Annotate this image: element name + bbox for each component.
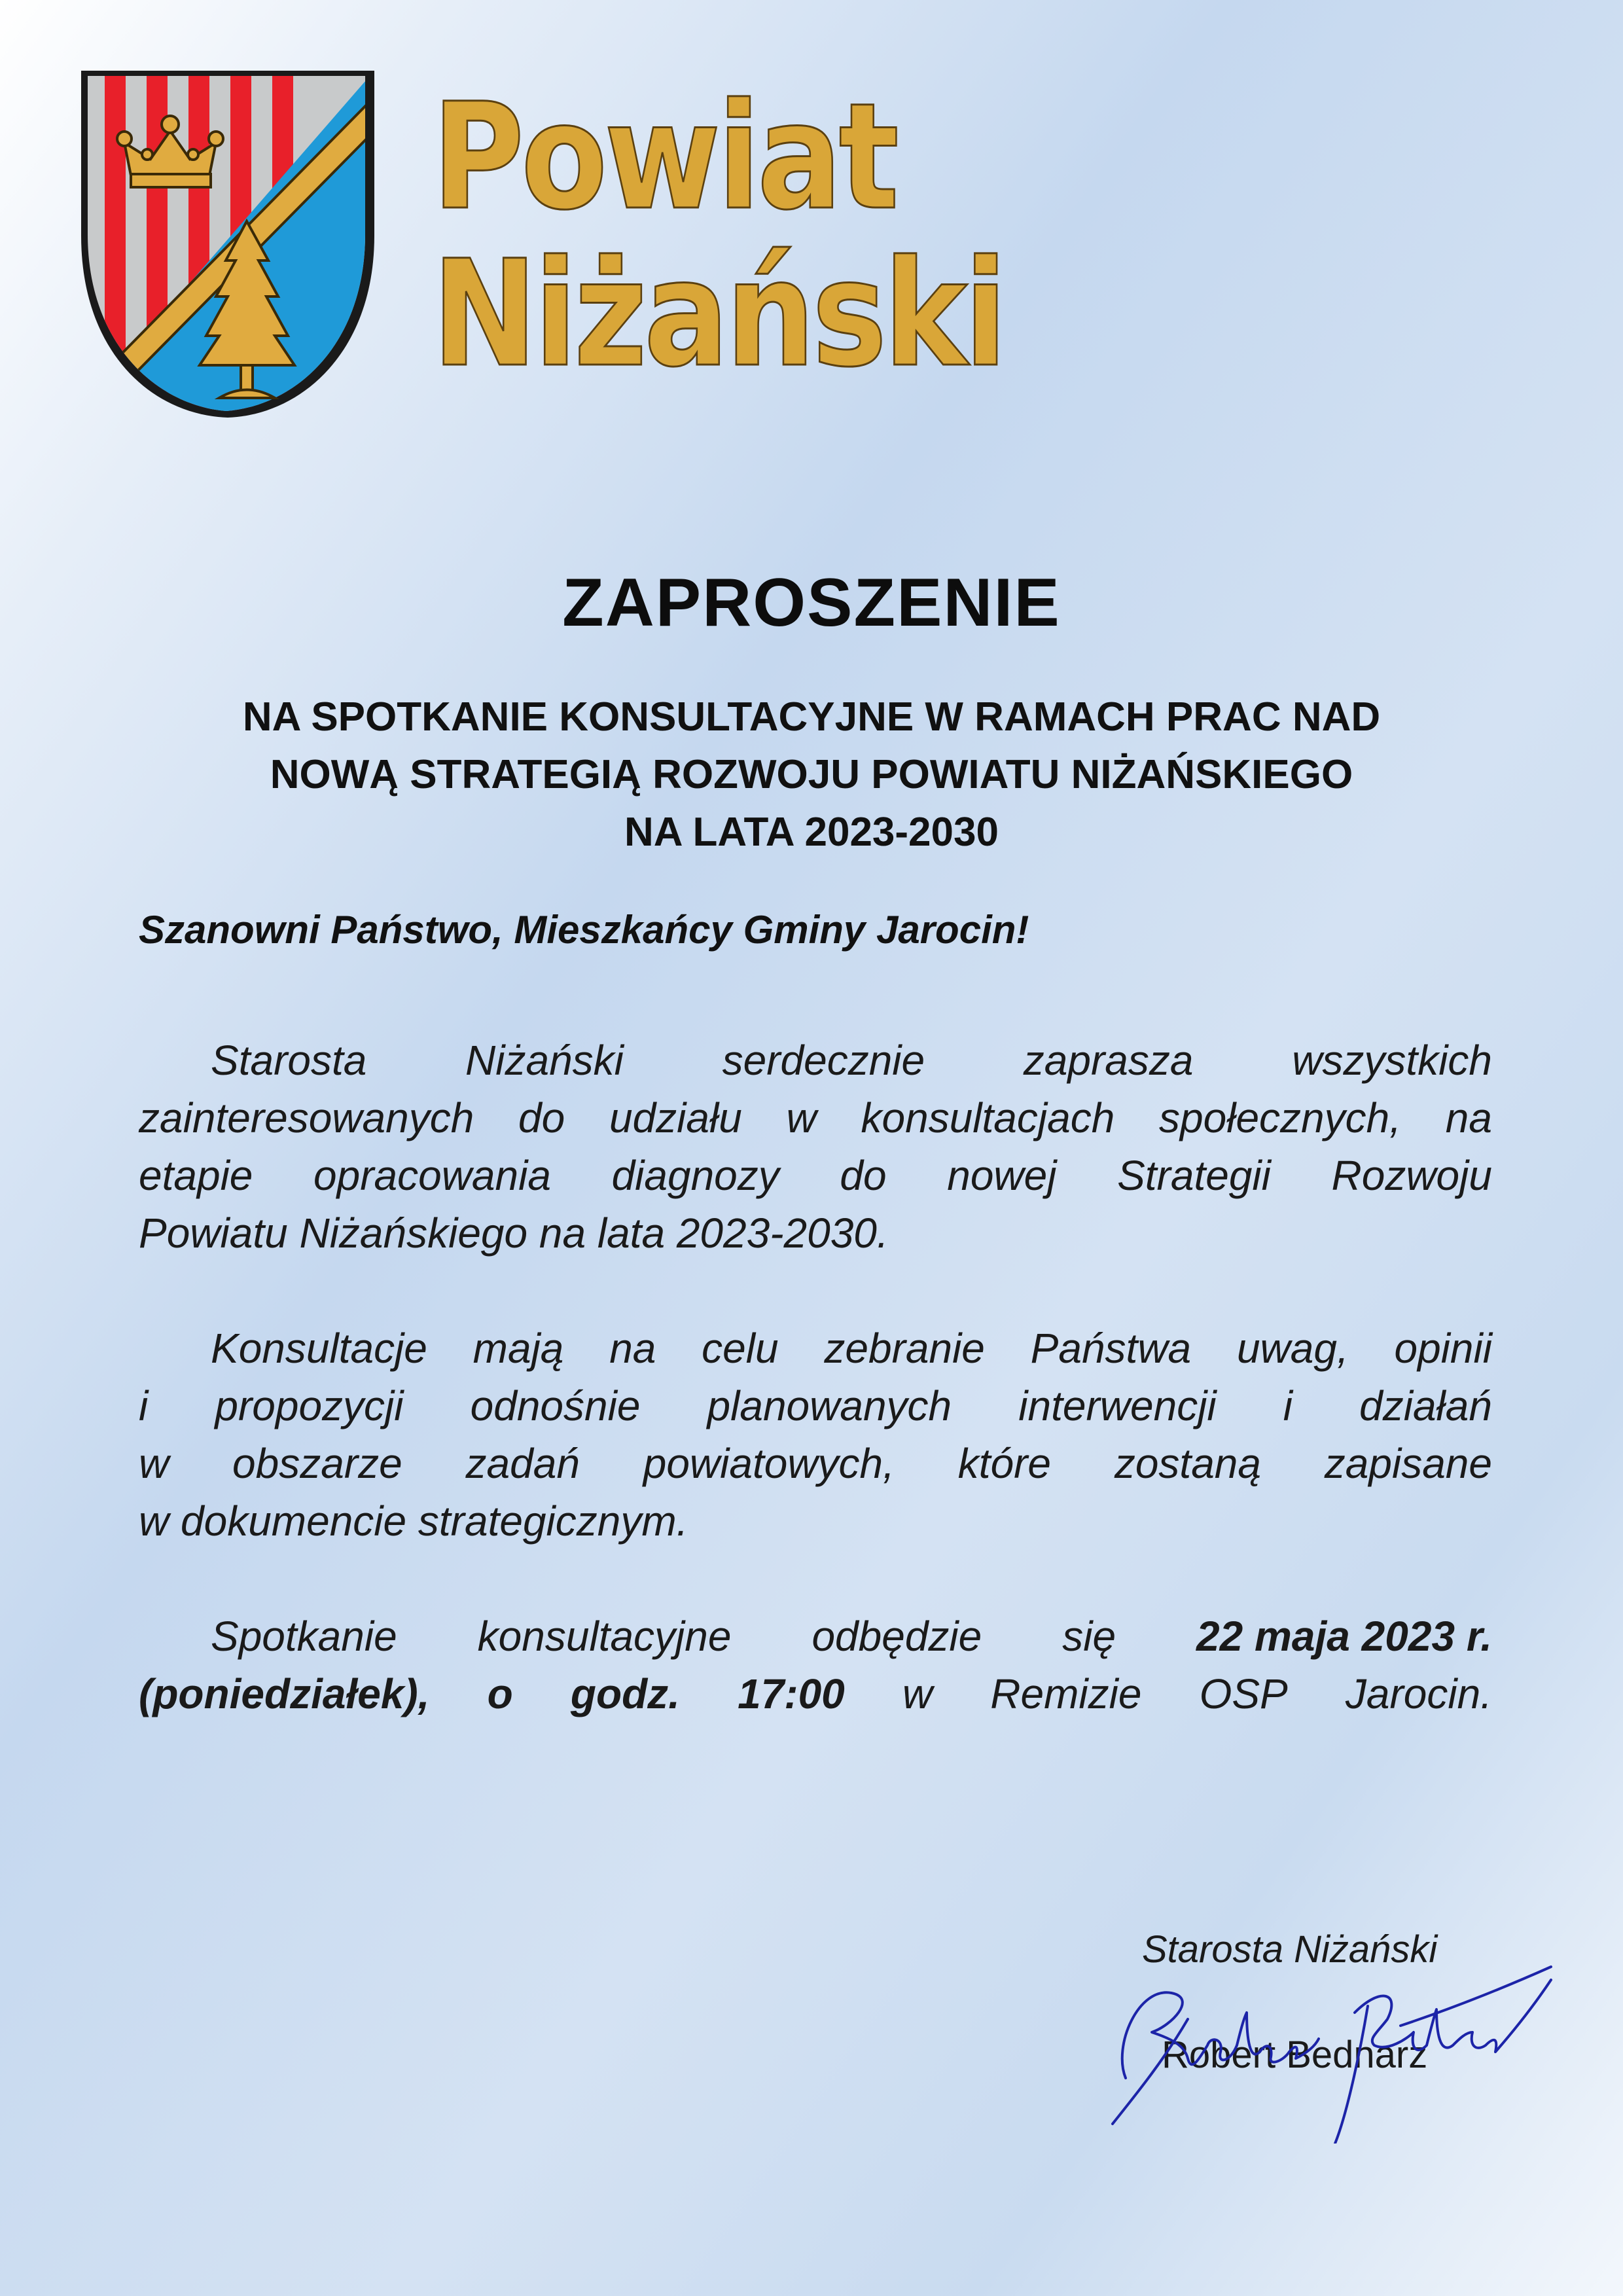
word: konsultacjach <box>861 1094 1115 1141</box>
paragraph-1 <box>139 1031 1492 1262</box>
coat-of-arms-icon <box>79 71 374 418</box>
word: obszarze <box>232 1440 402 1487</box>
word: i <box>1283 1382 1293 1429</box>
word: Niżański <box>465 1037 624 1084</box>
paragraph-2-line-2 <box>139 1377 1492 1435</box>
paragraph-1-line-1 <box>139 1031 1492 1089</box>
word: Jarocin. <box>1345 1670 1492 1717</box>
paragraph-3 <box>139 1607 1492 1723</box>
word: na <box>1445 1094 1492 1141</box>
word: i <box>139 1382 149 1429</box>
word: w <box>902 1670 933 1717</box>
word: zapisane <box>1324 1440 1492 1487</box>
word: o <box>487 1670 513 1717</box>
word: uwag, <box>1236 1325 1349 1372</box>
subtitle-line-2: NOWĄ STRATEGIĄ ROZWOJU POWIATU NIŻAŃSKIEGO <box>270 752 1353 797</box>
word: Państwa <box>1030 1325 1192 1372</box>
word: Spotkanie <box>211 1613 397 1660</box>
word: celu <box>702 1325 779 1372</box>
word: odbędzie <box>812 1613 982 1660</box>
word: zaprasza <box>1023 1037 1194 1084</box>
word: opracowania <box>313 1152 551 1199</box>
word: interwencji <box>1018 1382 1217 1429</box>
word: społecznych, <box>1159 1094 1401 1141</box>
paragraph-1-line-3 <box>139 1147 1492 1204</box>
subtitle-line-3: NA LATA 2023-2030 <box>624 810 999 855</box>
logo-line-1: Powiat <box>432 71 896 242</box>
greeting: Szanowni Państwo, Mieszkańcy Gminy Jarocin! <box>139 908 1029 952</box>
word: w <box>139 1440 169 1487</box>
word: do <box>840 1152 887 1199</box>
word: które <box>957 1440 1051 1487</box>
word: wszystkich <box>1292 1037 1492 1084</box>
meeting-weekday: (poniedziałek), <box>139 1670 430 1717</box>
word: zostaną <box>1114 1440 1261 1487</box>
page-title: ZAPROSZENIE <box>562 565 1061 641</box>
word: diagnozy <box>611 1152 779 1199</box>
paragraph-2 <box>139 1319 1492 1550</box>
word: działań <box>1359 1382 1492 1429</box>
logo-line-2: Niżański <box>432 228 1005 399</box>
word: OSP <box>1199 1670 1288 1717</box>
word: odnośnie <box>470 1382 641 1429</box>
logo-wordmark <box>432 71 1005 399</box>
word: udziału <box>609 1094 742 1141</box>
word: mają <box>473 1325 564 1372</box>
word: Remizie <box>990 1670 1142 1717</box>
meeting-date: 22 maja 2023 r. <box>1196 1613 1492 1660</box>
subtitle-line-1: NA SPOTKANIE KONSULTACYJNE W RAMACH PRAC NAD <box>242 694 1381 740</box>
word: godz. <box>570 1670 680 1717</box>
word: zebranie <box>824 1325 985 1372</box>
word: konsultacyjne <box>477 1613 732 1660</box>
word: zadań <box>465 1440 580 1487</box>
meeting-time: 17:00 <box>738 1670 845 1717</box>
handwritten-signature <box>1099 1947 1558 2144</box>
paragraph-3-line-2 <box>139 1665 1492 1723</box>
word: opinii <box>1394 1325 1492 1372</box>
subtitle <box>131 689 1492 861</box>
word: w <box>786 1094 817 1141</box>
word: Strategii <box>1117 1152 1271 1199</box>
paragraph-1-line-4: Powiatu Niżańskiego na lata 2023-2030. <box>139 1210 889 1257</box>
word: planowanych <box>707 1382 952 1429</box>
paragraph-2-line-4: w dokumencie strategicznym. <box>139 1498 688 1545</box>
word: propozycji <box>215 1382 404 1429</box>
word: etapie <box>139 1152 253 1199</box>
paragraph-2-line-3 <box>139 1435 1492 1492</box>
signatory-name: Robert Bednarz <box>1162 2034 1428 2076</box>
word: zainteresowanych <box>139 1094 474 1141</box>
word: powiatowych, <box>643 1440 895 1487</box>
signatory-title: Starosta Niżański <box>1142 1928 1438 1971</box>
word: na <box>609 1325 656 1372</box>
word: nowej <box>947 1152 1057 1199</box>
word: Konsultacje <box>211 1325 427 1372</box>
word: do <box>518 1094 565 1141</box>
word: Rozwoju <box>1331 1152 1492 1199</box>
paragraph-2-line-1 <box>139 1319 1492 1377</box>
word: Starosta <box>211 1037 367 1084</box>
paragraph-1-line-2 <box>139 1089 1492 1147</box>
paragraph-3-line-1 <box>139 1607 1492 1665</box>
word: serdecznie <box>722 1037 925 1084</box>
word: się <box>1062 1613 1116 1660</box>
